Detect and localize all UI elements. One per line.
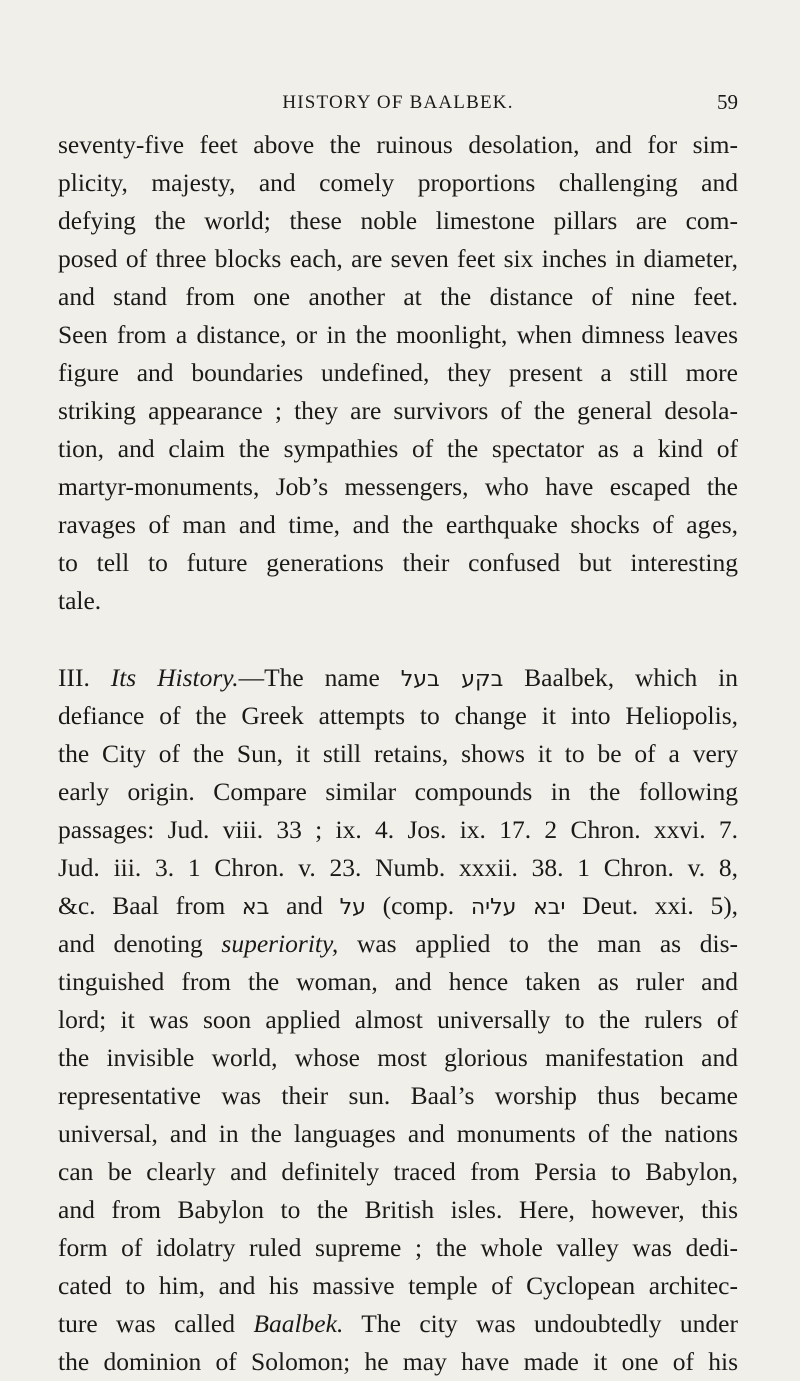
text-line: and from Babylon to the British isles. Here, however, this [58,1195,738,1224]
text-line: ravages of man and time, and the earthquake shocks of ages, [58,510,738,539]
hebrew-word: בקע בעל [400,667,504,692]
text-span: &c. Baal from [58,891,226,920]
text-line: defiance of the Greek attempts to change it into Heliopolis, [58,701,738,730]
text-span: and denoting [58,929,203,958]
page-number: 59 [717,90,738,114]
text-span: Baalbek, which in [524,663,738,692]
text-line [58,1305,738,1343]
text-line: Seen from a distance, or in the moonlight, when dimness leaves [58,320,738,349]
text-line: tale. [58,586,102,615]
text-line: defying the world; these noble limestone pillars are com- [58,206,738,235]
section-number: III. [58,663,90,692]
text-span: —The name [238,663,380,692]
running-title: HISTORY OF BAALBEK. [282,92,514,113]
paragraph-gap [58,620,738,659]
hebrew-word: עליה [470,895,517,920]
text-line: the City of the Sun, it still retains, shows it to be of a very [58,739,738,768]
text-span: was applied to the man as dis- [356,929,739,958]
text-line: tion, and claim the sympathies of the spectator as a kind of [58,434,738,463]
paragraph-description [58,126,738,620]
text-span: Deut. xxi. 5), [582,891,739,920]
text-line: seventy-five feet above the ruinous desolation, and for sim- [58,130,738,159]
text-line: plicity, majesty, and comely proportions challenging and [58,168,738,197]
text-line: cated to him, and his massive temple of Cyclopean architec- [58,1271,738,1300]
text-line: early origin. Compare similar compounds in the following [58,777,738,806]
text-line [58,925,738,963]
italic-term: Baalbek. [253,1309,344,1338]
text-line: passages: Jud. viii. 33 ; ix. 4. Jos. ix. 17. 2 Chron. xxvi. 7. [58,815,738,844]
hebrew-word: על [339,895,366,920]
text-span: The city was undoubtedly under [361,1309,738,1338]
text-line [58,659,738,697]
text-line: can be clearly and definitely traced from Persia to Babylon, [58,1157,738,1186]
body-text [58,126,738,1381]
text-line [58,887,738,925]
italic-term: superiority, [221,929,339,958]
running-head [58,82,738,122]
text-line: martyr-monuments, Job’s messengers, who have escaped the [58,472,738,501]
text-line: lord; it was soon applied almost universally to the rulers of [58,1005,738,1034]
text-line: the invisible world, whose most glorious manifestation and [58,1043,738,1072]
hebrew-word: יבא [533,895,566,920]
text-span: and [286,891,323,920]
text-line: and stand from one another at the distance of nine feet. [58,282,738,311]
text-line: to tell to future generations their confused but interesting [58,548,738,577]
text-line: Jud. iii. 3. 1 Chron. v. 23. Numb. xxxii. 38. 1 Chron. v. 8, [58,853,738,882]
text-line: figure and boundaries undefined, they present a still more [58,358,738,387]
paragraph-history [58,659,738,1381]
text-line: universal, and in the languages and monuments of the nations [58,1119,738,1148]
text-line: representative was their sun. Baal’s worship thus became [58,1081,738,1110]
text-span: (comp. [382,891,455,920]
text-line: posed of three blocks each, are seven feet six inches in diameter, [58,244,738,273]
text-span: ture was called [58,1309,235,1338]
text-line: tinguished from the woman, and hence taken as ruler and [58,967,738,996]
text-line: striking appearance ; they are survivors of the general desola- [58,396,738,425]
text-line: form of idolatry ruled supreme ; the whole valley was dedi- [58,1233,738,1262]
text-line: the dominion of Solomon; he may have made it one of his [58,1347,738,1376]
section-title: Its History. [110,663,239,692]
hebrew-word: בא [241,895,270,920]
